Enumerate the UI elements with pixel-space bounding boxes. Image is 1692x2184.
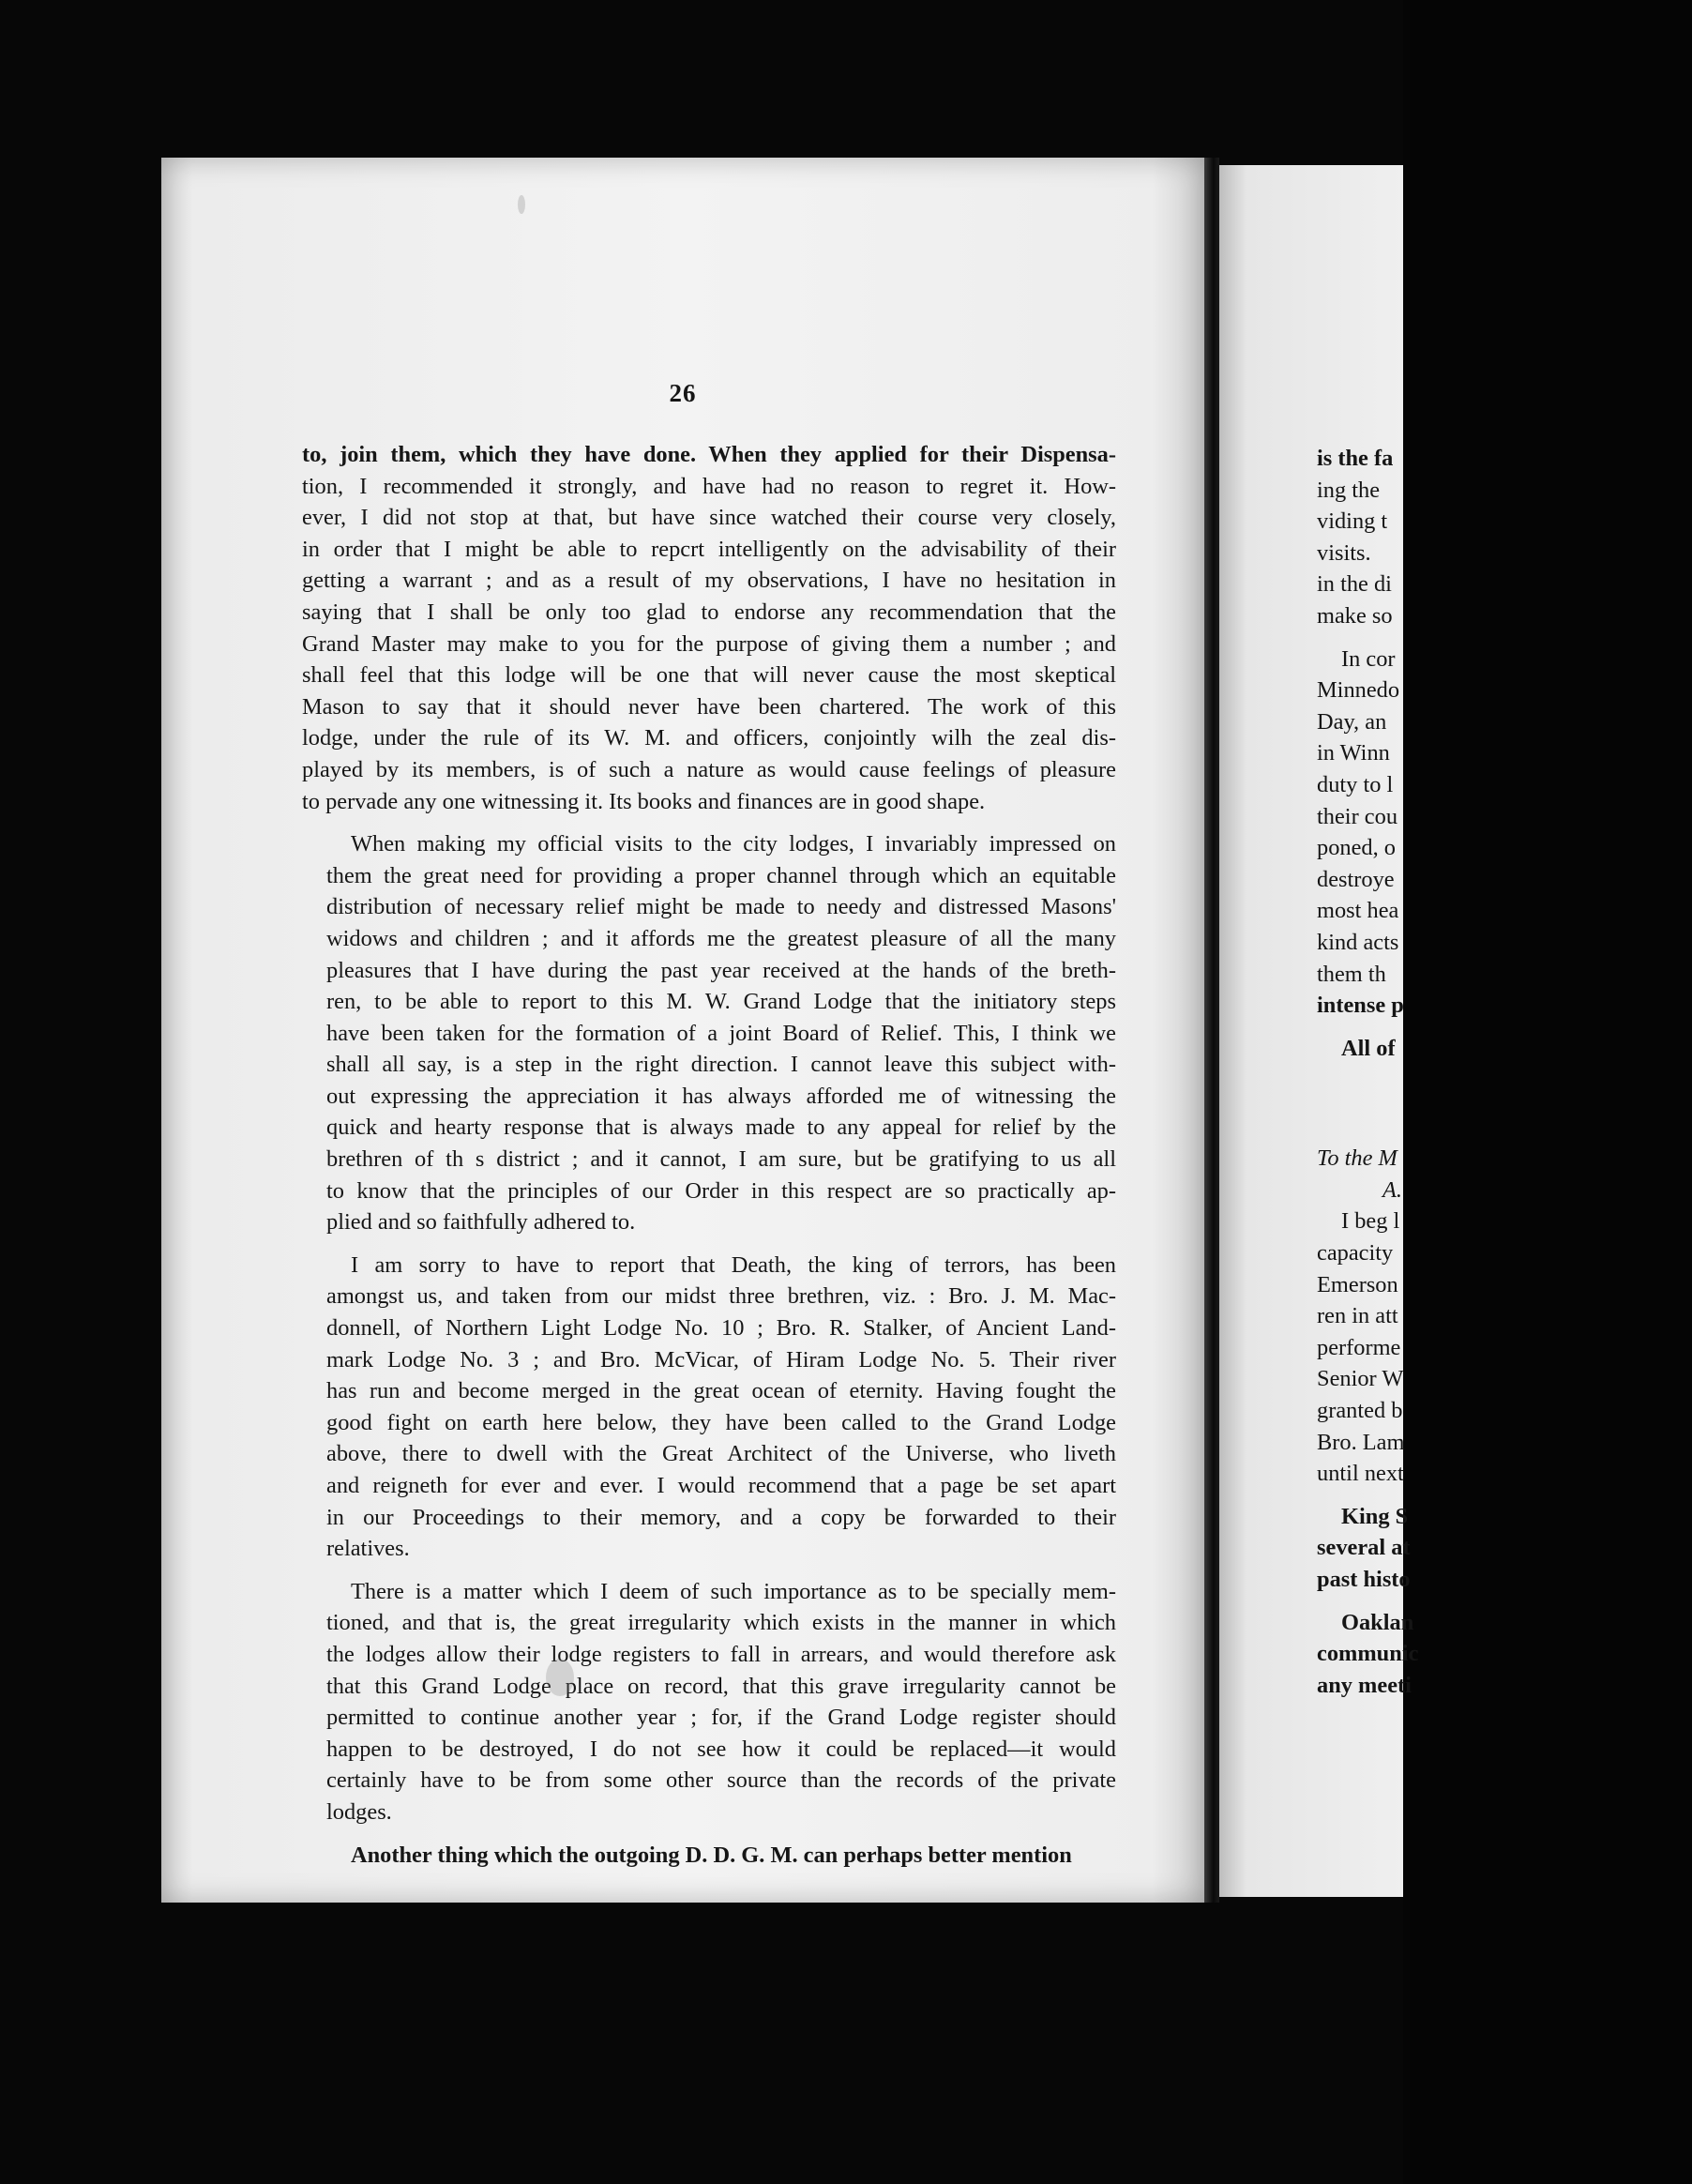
facing-text-line: any meeti	[1317, 1672, 1412, 1698]
text-line: to know that the principles of our Order in this respect are so practically ap-	[326, 1177, 1116, 1204]
text-line: in order that I might be able to repcrt intelligently on the advisability of their	[302, 536, 1116, 562]
text-line: that this Grand Lodge place on record, that this grave irregularity cannot be	[326, 1673, 1116, 1699]
facing-text-line: several at	[1317, 1535, 1411, 1561]
text-line: above, there to dwell with the Great Architect of the Universe, who liveth	[326, 1441, 1116, 1467]
text-line: brethren of th s district ; and it cannot, I am sure, but be gratifying to us all	[326, 1146, 1116, 1173]
text-line: tion, I recommended it strongly, and have had no reason to regret it. How-	[302, 473, 1116, 499]
facing-text-line	[1317, 1022, 1692, 1033]
text-line: in our Proceedings to their memory, and a copy be forwarded to their	[326, 1504, 1116, 1530]
text-line: happen to be destroyed, I do not see how it could be replaced—it would	[326, 1736, 1116, 1762]
text-line: Another thing which the outgoing D. D. G. M. can perhaps better mention	[351, 1842, 1072, 1868]
text-line: ever, I did not stop at that, but have since watched their course very closely,	[302, 505, 1116, 531]
paper-blemish	[518, 195, 525, 214]
facing-text-line: is the fa	[1317, 446, 1394, 471]
facing-text-line	[1317, 1490, 1692, 1501]
paragraph	[302, 439, 1116, 817]
facing-text-line: King S	[1341, 1503, 1409, 1529]
facing-text-line: capacity	[1317, 1240, 1394, 1266]
text-line: tioned, and that is, the great irregularity which exists in the manner in which	[326, 1610, 1116, 1636]
facing-text-line: granted b	[1317, 1398, 1403, 1424]
facing-text-line: Bro. Lam	[1317, 1429, 1405, 1455]
facing-text-line: Minnedo	[1317, 677, 1400, 704]
text-line: plied and so faithfully adhered to.	[326, 1209, 636, 1236]
text-line: When making my official visits to the city lodges, I invariably impressed on	[351, 831, 1116, 857]
paragraph	[302, 1250, 1116, 1565]
text-line: relatives.	[326, 1536, 410, 1562]
facing-text-line	[1317, 1131, 1692, 1143]
facing-text-line: make so	[1317, 602, 1393, 629]
text-line: permitted to continue another year ; for, if the Grand Lodge register should	[326, 1705, 1116, 1731]
paper-blemish	[546, 1659, 574, 1696]
facing-text-line: them th	[1317, 961, 1386, 987]
text-line: played by its members, is of such a nature as would cause feelings of pleasure	[302, 756, 1116, 782]
text-line: lodge, under the rule of its W. M. and officers, conjointly wilh the zeal dis-	[302, 725, 1116, 751]
facing-text-line	[1317, 1064, 1692, 1075]
text-line: widows and children ; and it affords me the greatest pleasure of all the many	[326, 925, 1116, 951]
text-line: good fight on earth here below, they have been called to the Grand Lodge	[326, 1409, 1116, 1435]
facing-text-line	[1317, 1120, 1692, 1131]
facing-text-line	[1317, 1075, 1692, 1086]
text-line: I am sorry to have to report that Death, the king of terrors, has been	[351, 1251, 1116, 1278]
facing-text-line: Emerson	[1317, 1271, 1398, 1297]
facing-text-line	[1317, 1098, 1692, 1109]
paragraph	[302, 1576, 1116, 1828]
text-line: Mason to say that it should never have been chartered. The work of this	[302, 693, 1116, 720]
text-line: amongst us, and taken from our midst three brethren, viz. : Bro. J. M. Mac-	[326, 1283, 1116, 1310]
text-line: out expressing the appreciation it has always afforded me of witnessing the	[326, 1083, 1116, 1109]
facing-text-line: viding t	[1317, 508, 1388, 535]
text-line: Grand Master may make to you for the purpose of giving them a number ; and	[302, 630, 1116, 657]
facing-text-line: in the di	[1317, 571, 1392, 598]
facing-text-line: until next	[1317, 1461, 1404, 1487]
book-gutter	[1204, 158, 1219, 1903]
facing-text-line	[1317, 1596, 1692, 1607]
facing-text-line: communic	[1317, 1641, 1419, 1667]
facing-text-line: most hea	[1317, 898, 1399, 924]
facing-text-line	[1317, 1086, 1692, 1098]
facing-text-line	[1317, 1109, 1692, 1120]
paragraph	[302, 1840, 1116, 1872]
text-line: to, join them, which they have done. When they applied for their Dispensa-	[302, 442, 1116, 467]
text-line: getting a warrant ; and as a result of my observations, I have no hesitation in	[302, 568, 1116, 594]
text-line: There is a matter which I deem of such importance as to be specially mem-	[351, 1578, 1116, 1604]
text-line: saying that I shall be only too glad to endorse any recommendation that the	[302, 599, 1116, 625]
facing-text-line: past histo	[1317, 1567, 1411, 1592]
page-number: 26	[669, 379, 697, 407]
facing-text-line: A.	[1382, 1176, 1402, 1203]
text-line: distribution of necessary relief might be made to needy and distressed Masons'	[326, 894, 1116, 920]
text-line: lodges.	[326, 1798, 392, 1825]
text-line: shall feel that this lodge will be one that will never cause the most skeptical	[302, 662, 1116, 689]
facing-page	[1219, 165, 1419, 1897]
facing-text-line	[1317, 632, 1692, 644]
text-line: mark Lodge No. 3 ; and Bro. McVicar, of Hiram Lodge No. 5. Their river	[326, 1346, 1116, 1373]
facing-text-line: Senior W	[1317, 1366, 1404, 1392]
text-line: to pervade any one witnessing it. Its books and finances are in good shape.	[302, 788, 986, 814]
text-line: them the great need for providing a proper channel through which an equitable	[326, 862, 1116, 888]
facing-text-line: To the M	[1317, 1145, 1397, 1172]
text-line: certainly have to be from some other source than the records of the private	[326, 1767, 1116, 1794]
facing-text-line: In cor	[1341, 645, 1396, 672]
facing-text-line: I beg l	[1341, 1208, 1400, 1235]
facing-text-line: poned, o	[1317, 835, 1396, 861]
text-line: have been taken for the formation of a joint Board of Relief. This, I think we	[326, 1020, 1116, 1046]
facing-text-line: destroye	[1317, 866, 1395, 892]
facing-text-line: in Winn	[1317, 740, 1390, 766]
facing-text-line: Day, an	[1317, 708, 1387, 735]
text-line: the lodges allow their lodge registers to fall in arrears, and would therefore ask	[326, 1641, 1116, 1667]
facing-text-line: performe	[1317, 1334, 1401, 1360]
facing-text-line: Oaklan	[1341, 1609, 1414, 1635]
text-line: ren, to be able to report to this M. W. Grand Lodge that the initiatory steps	[326, 989, 1116, 1015]
text-line: shall all say, is a step in the right direction. I cannot leave this subject with-	[326, 1052, 1116, 1078]
body-text	[302, 439, 1116, 1882]
facing-text-line: duty to l	[1317, 771, 1394, 797]
facing-text-line: ren in att	[1317, 1303, 1398, 1329]
facing-text-line: their cou	[1317, 803, 1398, 829]
paragraph	[302, 828, 1116, 1238]
facing-text-line: ing the	[1317, 477, 1381, 503]
left-page	[161, 158, 1204, 1903]
facing-text-line: intense p	[1317, 993, 1404, 1019]
text-line: has run and become merged in the great ocean of eternity. Having fought the	[326, 1378, 1116, 1404]
text-line: and reigneth for ever and ever. I would recommend that a page be set apart	[326, 1473, 1116, 1498]
text-line: quick and hearty response that is always made to any appeal for relief by the	[326, 1115, 1116, 1141]
facing-text-line: visits.	[1317, 539, 1371, 566]
facing-page-text	[1219, 443, 1692, 1701]
text-line: donnell, of Northern Light Lodge No. 10 ; Bro. R. Stalker, of Ancient Land-	[326, 1315, 1116, 1342]
facing-text-line: kind acts	[1317, 929, 1399, 955]
facing-text-line: All of	[1341, 1035, 1396, 1061]
text-line: pleasures that I have during the past year received at the hands of the breth-	[326, 957, 1116, 983]
